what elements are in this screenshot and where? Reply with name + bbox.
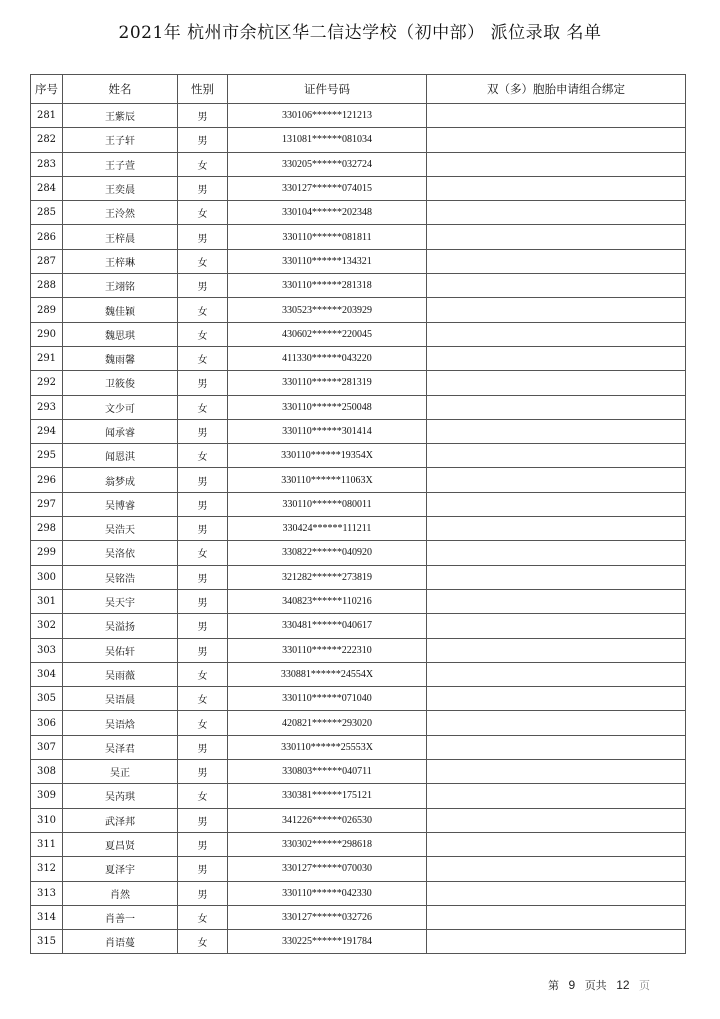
- cell-id: 330302******298618: [228, 832, 427, 856]
- table-row: [31, 930, 686, 954]
- cell-twins: [427, 298, 686, 322]
- cell-id: 330881******24554X: [228, 662, 427, 686]
- cell-twins: [427, 346, 686, 370]
- cell-id: 330110******250048: [228, 395, 427, 419]
- cell-seq: 310: [31, 808, 63, 832]
- cell-twins: [427, 735, 686, 759]
- cell-gender: 女: [178, 249, 228, 273]
- cell-id: 330822******040920: [228, 541, 427, 565]
- cell-twins: [427, 711, 686, 735]
- cell-seq: 285: [31, 201, 63, 225]
- cell-name: 王翊铭: [63, 274, 178, 298]
- cell-seq: 291: [31, 346, 63, 370]
- cell-name: 王紫辰: [63, 104, 178, 128]
- cell-id: 330803******040711: [228, 760, 427, 784]
- cell-name: 魏雨馨: [63, 346, 178, 370]
- table-row: [31, 322, 686, 346]
- cell-gender: 男: [178, 128, 228, 152]
- cell-seq: 282: [31, 128, 63, 152]
- footer-middle: 页共: [584, 979, 607, 992]
- admission-table: [30, 74, 686, 954]
- page-title: 2021年 杭州市余杭区华二信达学校（初中部） 派位录取 名单: [118, 23, 602, 43]
- cell-name: 王泠然: [63, 201, 178, 225]
- cell-seq: 284: [31, 176, 63, 200]
- cell-twins: [427, 905, 686, 929]
- cell-gender: 男: [178, 419, 228, 443]
- cell-id: 330523******203929: [228, 298, 427, 322]
- cell-seq: 289: [31, 298, 63, 322]
- cell-seq: 311: [31, 832, 63, 856]
- cell-gender: 女: [178, 298, 228, 322]
- cell-gender: 男: [178, 808, 228, 832]
- table-row: [31, 711, 686, 735]
- cell-id: 330424******111211: [228, 517, 427, 541]
- cell-id: 330110******281318: [228, 274, 427, 298]
- cell-gender: 男: [178, 492, 228, 516]
- cell-id: 340823******110216: [228, 589, 427, 613]
- page-footer: [548, 977, 650, 993]
- cell-name: 吴洛依: [63, 541, 178, 565]
- cell-gender: 女: [178, 711, 228, 735]
- table-row: [31, 687, 686, 711]
- cell-seq: 297: [31, 492, 63, 516]
- cell-twins: [427, 881, 686, 905]
- cell-id: 321282******273819: [228, 565, 427, 589]
- header-name: 姓名: [63, 75, 178, 104]
- cell-seq: 312: [31, 857, 63, 881]
- cell-gender: 男: [178, 176, 228, 200]
- header-gender: 性别: [178, 75, 228, 104]
- cell-seq: 298: [31, 517, 63, 541]
- table-row: [31, 565, 686, 589]
- cell-gender: 男: [178, 638, 228, 662]
- cell-name: 夏泽宇: [63, 857, 178, 881]
- cell-twins: [427, 808, 686, 832]
- table-row: [31, 201, 686, 225]
- cell-seq: 304: [31, 662, 63, 686]
- table-row: [31, 128, 686, 152]
- table-row: [31, 176, 686, 200]
- cell-seq: 293: [31, 395, 63, 419]
- table-row: [31, 832, 686, 856]
- cell-twins: [427, 760, 686, 784]
- cell-gender: 男: [178, 274, 228, 298]
- cell-gender: 男: [178, 614, 228, 638]
- cell-id: 330110******281319: [228, 371, 427, 395]
- cell-name: 吴语晨: [63, 687, 178, 711]
- table-row: [31, 760, 686, 784]
- table-row: [31, 104, 686, 128]
- cell-twins: [427, 274, 686, 298]
- table-row: [31, 735, 686, 759]
- cell-name: 吴芮琪: [63, 784, 178, 808]
- cell-gender: 女: [178, 541, 228, 565]
- cell-twins: [427, 589, 686, 613]
- table-row: [31, 517, 686, 541]
- cell-id: 131081******081034: [228, 128, 427, 152]
- cell-gender: 女: [178, 662, 228, 686]
- cell-name: 肖然: [63, 881, 178, 905]
- table-row: [31, 808, 686, 832]
- cell-seq: 296: [31, 468, 63, 492]
- cell-gender: 男: [178, 371, 228, 395]
- cell-seq: 309: [31, 784, 63, 808]
- table-row: [31, 662, 686, 686]
- table-row: [31, 371, 686, 395]
- cell-id: 330205******032724: [228, 152, 427, 176]
- cell-gender: 男: [178, 589, 228, 613]
- cell-seq: 292: [31, 371, 63, 395]
- cell-name: 翁梦成: [63, 468, 178, 492]
- cell-name: 王梓晨: [63, 225, 178, 249]
- cell-id: 330110******19354X: [228, 444, 427, 468]
- cell-twins: [427, 541, 686, 565]
- cell-seq: 306: [31, 711, 63, 735]
- table-row: [31, 274, 686, 298]
- cell-seq: 302: [31, 614, 63, 638]
- cell-twins: [427, 468, 686, 492]
- cell-name: 肖善一: [63, 905, 178, 929]
- cell-gender: 男: [178, 565, 228, 589]
- table-row: [31, 905, 686, 929]
- cell-twins: [427, 565, 686, 589]
- cell-id: 430602******220045: [228, 322, 427, 346]
- cell-seq: 300: [31, 565, 63, 589]
- cell-twins: [427, 322, 686, 346]
- cell-gender: 女: [178, 201, 228, 225]
- cell-seq: 290: [31, 322, 63, 346]
- cell-id: 330110******11063X: [228, 468, 427, 492]
- cell-name: 王梓琳: [63, 249, 178, 273]
- cell-name: 武泽邦: [63, 808, 178, 832]
- cell-seq: 281: [31, 104, 63, 128]
- cell-name: 闻承睿: [63, 419, 178, 443]
- table-row: [31, 298, 686, 322]
- footer-suffix: 页: [639, 979, 651, 992]
- cell-seq: 294: [31, 419, 63, 443]
- cell-gender: 男: [178, 760, 228, 784]
- table-row: [31, 444, 686, 468]
- header-seq: 序号: [31, 75, 63, 104]
- table-row: [31, 881, 686, 905]
- cell-twins: [427, 201, 686, 225]
- cell-id: 330110******301414: [228, 419, 427, 443]
- cell-id: 330110******25553X: [228, 735, 427, 759]
- table-row: [31, 638, 686, 662]
- cell-seq: 288: [31, 274, 63, 298]
- cell-id: 330110******042330: [228, 881, 427, 905]
- cell-gender: 男: [178, 735, 228, 759]
- table-row: [31, 541, 686, 565]
- cell-twins: [427, 419, 686, 443]
- cell-twins: [427, 444, 686, 468]
- footer-prefix: 第: [548, 979, 559, 992]
- cell-name: 吴语焓: [63, 711, 178, 735]
- table-row: [31, 492, 686, 516]
- cell-twins: [427, 128, 686, 152]
- table-row: [31, 784, 686, 808]
- table-row: [31, 225, 686, 249]
- cell-gender: 女: [178, 395, 228, 419]
- cell-twins: [427, 492, 686, 516]
- cell-name: 魏佳颖: [63, 298, 178, 322]
- cell-name: 吴铭浩: [63, 565, 178, 589]
- cell-seq: 303: [31, 638, 63, 662]
- cell-id: 330110******081811: [228, 225, 427, 249]
- cell-gender: 女: [178, 152, 228, 176]
- cell-name: 吴雨薇: [63, 662, 178, 686]
- cell-twins: [427, 832, 686, 856]
- cell-id: 330127******070030: [228, 857, 427, 881]
- cell-id: 330106******121213: [228, 104, 427, 128]
- table-row: [31, 249, 686, 273]
- cell-id: 330127******074015: [228, 176, 427, 200]
- table-row: [31, 395, 686, 419]
- cell-twins: [427, 104, 686, 128]
- cell-name: 夏昌贤: [63, 832, 178, 856]
- cell-gender: 女: [178, 930, 228, 954]
- cell-id: 420821******293020: [228, 711, 427, 735]
- cell-name: 吴博睿: [63, 492, 178, 516]
- cell-name: 吴佑轩: [63, 638, 178, 662]
- cell-gender: 男: [178, 104, 228, 128]
- table-row: [31, 614, 686, 638]
- cell-seq: 307: [31, 735, 63, 759]
- table-row: [31, 419, 686, 443]
- cell-seq: 295: [31, 444, 63, 468]
- cell-seq: 313: [31, 881, 63, 905]
- cell-gender: 男: [178, 857, 228, 881]
- table-row: [31, 589, 686, 613]
- header-id: 证件号码: [228, 75, 427, 104]
- cell-name: 卫筱俊: [63, 371, 178, 395]
- footer-total-pages: 12: [616, 978, 630, 992]
- cell-twins: [427, 371, 686, 395]
- cell-twins: [427, 857, 686, 881]
- cell-gender: 男: [178, 517, 228, 541]
- cell-seq: 305: [31, 687, 63, 711]
- cell-id: 341226******026530: [228, 808, 427, 832]
- cell-name: 吴浩天: [63, 517, 178, 541]
- cell-twins: [427, 930, 686, 954]
- cell-name: 王奕晨: [63, 176, 178, 200]
- cell-name: 魏思琪: [63, 322, 178, 346]
- cell-name: 吴泽君: [63, 735, 178, 759]
- cell-seq: 299: [31, 541, 63, 565]
- cell-id: 330127******032726: [228, 905, 427, 929]
- cell-twins: [427, 784, 686, 808]
- cell-gender: 女: [178, 905, 228, 929]
- cell-name: 王子轩: [63, 128, 178, 152]
- cell-twins: [427, 395, 686, 419]
- cell-twins: [427, 225, 686, 249]
- cell-gender: 女: [178, 322, 228, 346]
- cell-id: 330104******202348: [228, 201, 427, 225]
- cell-gender: 男: [178, 881, 228, 905]
- cell-id: 330225******191784: [228, 930, 427, 954]
- cell-gender: 女: [178, 784, 228, 808]
- cell-id: 330381******175121: [228, 784, 427, 808]
- cell-name: 文少可: [63, 395, 178, 419]
- cell-twins: [427, 687, 686, 711]
- cell-twins: [427, 614, 686, 638]
- cell-seq: 314: [31, 905, 63, 929]
- cell-seq: 308: [31, 760, 63, 784]
- cell-name: 闻恩淇: [63, 444, 178, 468]
- cell-id: 330110******071040: [228, 687, 427, 711]
- table-row: [31, 857, 686, 881]
- cell-seq: 283: [31, 152, 63, 176]
- cell-seq: 315: [31, 930, 63, 954]
- table-row: [31, 468, 686, 492]
- cell-twins: [427, 176, 686, 200]
- cell-gender: 男: [178, 225, 228, 249]
- cell-gender: 男: [178, 832, 228, 856]
- cell-name: 吴溢扬: [63, 614, 178, 638]
- cell-id: 330110******222310: [228, 638, 427, 662]
- cell-gender: 女: [178, 346, 228, 370]
- table-row: [31, 152, 686, 176]
- cell-name: 王子萱: [63, 152, 178, 176]
- cell-twins: [427, 517, 686, 541]
- cell-seq: 301: [31, 589, 63, 613]
- table-row: [31, 346, 686, 370]
- cell-twins: [427, 249, 686, 273]
- table-header-row: [31, 75, 686, 104]
- cell-seq: 287: [31, 249, 63, 273]
- cell-id: 330110******134321: [228, 249, 427, 273]
- cell-name: 吴正: [63, 760, 178, 784]
- cell-gender: 男: [178, 468, 228, 492]
- cell-id: 330110******080011: [228, 492, 427, 516]
- header-twins: 双（多）胞胎申请组合绑定: [427, 75, 686, 104]
- table-body: [31, 104, 686, 954]
- cell-id: 330481******040617: [228, 614, 427, 638]
- cell-gender: 女: [178, 687, 228, 711]
- cell-twins: [427, 152, 686, 176]
- cell-twins: [427, 662, 686, 686]
- cell-name: 吴天宇: [63, 589, 178, 613]
- cell-seq: 286: [31, 225, 63, 249]
- footer-page-number: 9: [568, 978, 576, 992]
- cell-gender: 女: [178, 444, 228, 468]
- cell-id: 411330******043220: [228, 346, 427, 370]
- cell-name: 肖语蔓: [63, 930, 178, 954]
- cell-twins: [427, 638, 686, 662]
